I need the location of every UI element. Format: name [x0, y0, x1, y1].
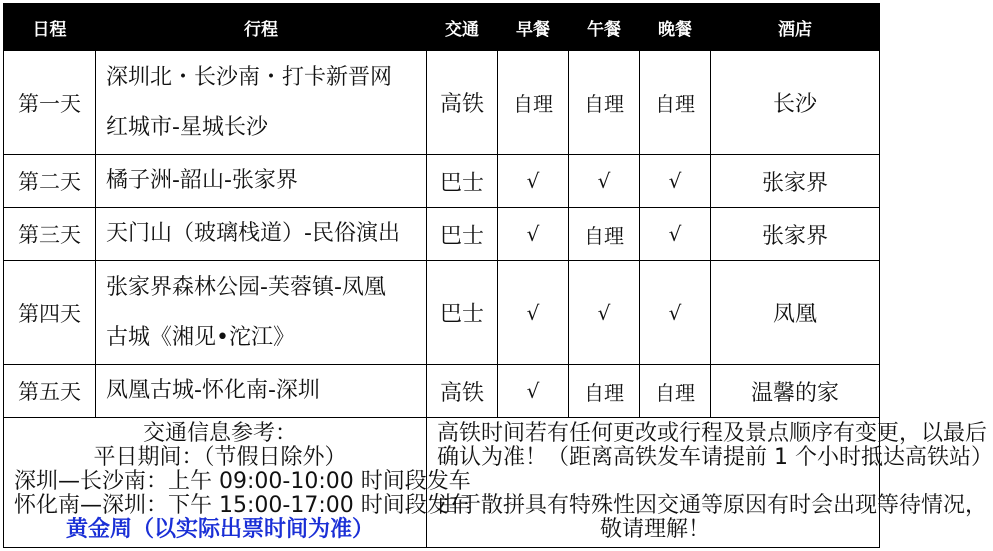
route-cell: [96, 365, 427, 418]
route-cell: [96, 51, 427, 155]
header-breakfast: 早餐: [498, 4, 569, 51]
breakfast-cell: √: [498, 155, 569, 208]
table-row: [4, 261, 880, 365]
transport-cell: 高铁: [427, 51, 498, 155]
table-row: [4, 51, 880, 155]
day-cell: 第五天: [4, 365, 96, 418]
header-row: [4, 4, 880, 51]
table-row: [4, 155, 880, 208]
disclaimer-line: 高铁时间若有任何更改或行程及景点顺序有变更，以最后: [437, 421, 988, 446]
route-cell: [96, 155, 427, 208]
disclaimer-line: 敬请理解！: [599, 517, 710, 542]
day-cell: 第四天: [4, 261, 96, 365]
route-line: 红城市-星城长沙: [106, 114, 268, 140]
day-cell: 第三天: [4, 208, 96, 261]
route-cell: [96, 261, 427, 365]
lunch-cell: √: [569, 261, 640, 365]
dinner-cell: 自理: [640, 365, 711, 418]
hotel-cell: 张家界: [711, 208, 880, 261]
notes-weekday: 平日期间：（节假日除外）: [93, 445, 347, 470]
day-cell: 第一天: [4, 51, 96, 155]
route-line: 深圳北・长沙南・打卡新晋网: [106, 64, 393, 90]
disclaimer-line: 确认为准！（距离高铁发车请提前 1 个小时抵达高铁站）: [437, 445, 993, 470]
notes-golden-week: 黄金周（以实际出票时间为准）: [65, 517, 374, 542]
day-cell: 第二天: [4, 155, 96, 208]
route-cell: [96, 208, 427, 261]
lunch-cell: √: [569, 155, 640, 208]
table-row: [4, 365, 880, 418]
breakfast-cell: √: [498, 261, 569, 365]
breakfast-cell: √: [498, 365, 569, 418]
header-lunch: 午餐: [569, 4, 640, 51]
transport-info-notes: [4, 418, 471, 548]
hotel-cell: 凤凰: [711, 261, 880, 365]
notes-row: [4, 418, 880, 548]
disclaimer-spacer: [437, 470, 873, 494]
transport-cell: 巴士: [427, 155, 498, 208]
table-row: [4, 208, 880, 261]
lunch-cell: 自理: [569, 208, 640, 261]
breakfast-cell: 自理: [498, 51, 569, 155]
notes-return: 怀化南—深圳：下午 15:00-17:00 时间段发车: [14, 493, 471, 518]
breakfast-cell: √: [498, 208, 569, 261]
transport-cell: 巴士: [427, 261, 498, 365]
notes-outbound: 深圳—长沙南：上午 09:00-10:00 时间段发车: [14, 469, 471, 494]
header-day: 日程: [4, 4, 96, 51]
hotel-cell: 张家界: [711, 155, 880, 208]
route-line: 天门山（玻璃栈道）-民俗演出: [106, 221, 400, 246]
lunch-cell: 自理: [569, 365, 640, 418]
itinerary-table: [3, 3, 993, 548]
dinner-cell: √: [640, 208, 711, 261]
route-line: 张家界森林公园-芙蓉镇-凤凰: [106, 274, 386, 300]
route-line: 古城《湘见•沱江》: [106, 324, 295, 350]
hotel-cell: 温馨的家: [711, 365, 880, 418]
header-route: 行程: [96, 4, 427, 51]
dinner-cell: √: [640, 261, 711, 365]
header-dinner: 晚餐: [640, 4, 711, 51]
lunch-cell: 自理: [569, 51, 640, 155]
header-hotel: 酒店: [711, 4, 880, 51]
route-line: 橘子洲-韶山-张家界: [106, 168, 298, 193]
transport-cell: 巴士: [427, 208, 498, 261]
header-transport: 交通: [427, 4, 498, 51]
dinner-cell: √: [640, 155, 711, 208]
disclaimer-line: 由于散拼具有特殊性因交通等原因有时会出现等待情况，: [437, 493, 988, 518]
route-line: 凤凰古城-怀化南-深圳: [106, 378, 320, 403]
dinner-cell: 自理: [640, 51, 711, 155]
notes-title: 交通信息参考：: [142, 421, 297, 446]
transport-cell: 高铁: [427, 365, 498, 418]
disclaimer-notes: [427, 418, 993, 548]
hotel-cell: 长沙: [711, 51, 880, 155]
